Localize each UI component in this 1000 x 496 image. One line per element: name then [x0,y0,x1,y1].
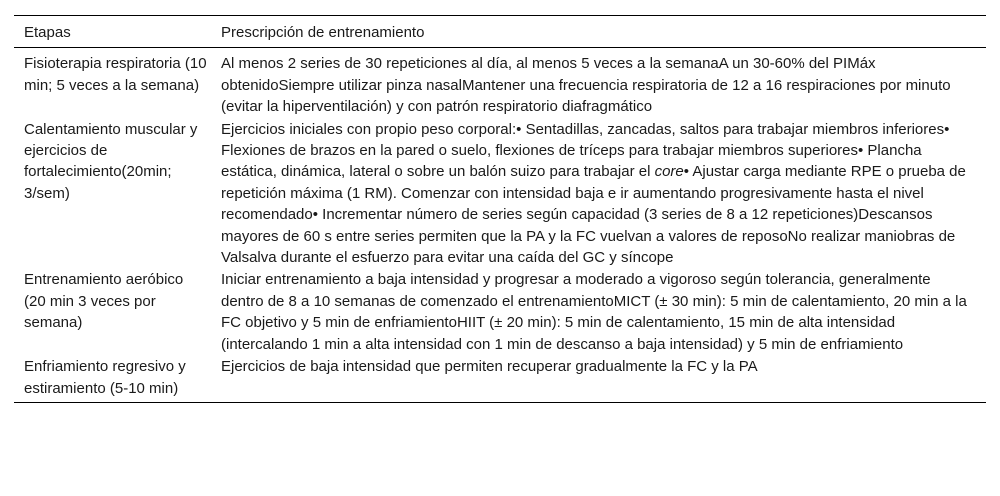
header-stages: Etapas [14,16,211,48]
prescription-cell [211,119,986,270]
prescription-emphasis: core [654,163,684,181]
training-prescription-table [14,15,986,403]
table-row [14,48,986,119]
prescription-cell: Ejercicios de baja intensidad que permiten recuperar gradualmente la FC y la PA [211,356,986,402]
table-header-row [14,16,986,48]
table-row [14,356,986,402]
prescription-table-container [14,15,986,403]
prescription-text-part: • Ajustar carga mediante RPE o prueba de repetición máxima (1 RM). Comenzar con intensidad baja e ir aumentando progresivamente hasta el nivel recomendado• Incrementar número de series según capacidad (3 series de 8 a 12 repeticiones)Descansos mayores de 60 s entre series permiten que la PA y la FC vuelvan a valores de reposoNo realizar maniobras de Valsalva durante el esfuerzo para evitar una caída del GC y síncope [221,163,966,267]
header-prescription: Prescripción de entrenamiento [211,16,986,48]
table-row [14,269,986,356]
prescription-text-part: Ejercicios iniciales con propio peso corporal:• Sentadillas, zancadas, saltos para trabajar miembros inferiores• Flexiones de brazos en la pared o suelo, flexiones de tríceps para trabajar miembros superiores• Plancha estática, dinámica, lateral o sobre un balón suizo para trabajar el [221,120,950,181]
prescription-cell: Iniciar entrenamiento a baja intensidad y progresar a moderado a vigoroso según tolerancia, generalmente dentro de 8 a 10 semanas de comenzado el entrenamientoMICT (± 30 min): 5 min de calentamiento, 20 min a la FC objetivo y 5 min de enfriamientoHIIT (± 20 min): 5 min de calentamiento, 15 min de alta intensidad (intercalando 1 min a alta intensidad con 1 min de descanso a baja intensidad) y 5 min de enfriamiento [221,271,967,353]
stage-cell: Entrenamiento aeróbico (20 min 3 veces por semana) [24,271,184,332]
table-row [14,119,986,270]
prescription-cell: Al menos 2 series de 30 repeticiones al día, al menos 5 veces a la semanaA un 30-60% del PIMáx obtenidoSiempre utilizar pinza nasalMantener una frecuencia respiratoria de 12 a 16 respiraciones por minuto (evitar la hiperventilación) y con patrón respiratorio diafragmático [221,55,951,116]
stage-cell: Calentamiento muscular y ejercicios de fortalecimiento(20min; 3/sem) [24,120,198,202]
stage-cell: Fisioterapia respiratoria (10 min; 5 veces a la semana) [24,55,207,94]
stage-cell: Enfriamiento regresivo y estiramiento (5-10 min) [14,356,211,402]
